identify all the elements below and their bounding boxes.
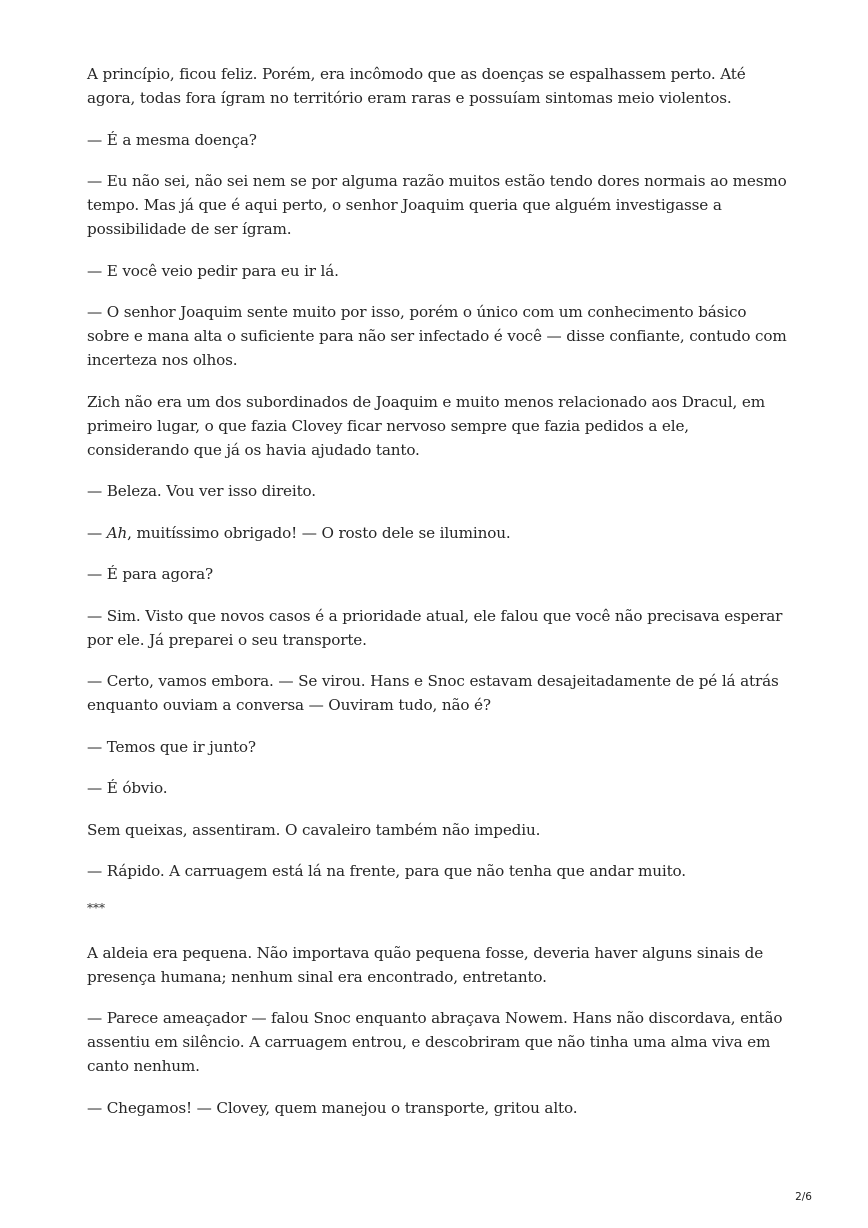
dialogue-dash: —: [87, 523, 107, 542]
paragraph: — Sim. Visto que novos casos é a prioridade atual, ele falou que você não precisava esperar por ele. Já preparei o seu transporte.: [87, 606, 783, 649]
dialogue-rest: , muitíssimo obrigado! — O rosto dele se iluminou.: [127, 523, 511, 542]
paragraph: — É a mesma doença?: [87, 130, 257, 149]
paragraph: Zich não era um dos subordinados de Joaquim e muito menos relacionado aos Dracul, em primeiro lugar, o que fazia Clovey ficar nervoso sempre que fazia pedidos a ele, considerando que já os havia ajudado tanto.: [87, 392, 765, 459]
paragraph: — Rápido. A carruagem está lá na frente, para que não tenha que andar muito.: [87, 862, 686, 880]
paragraph: — Certo, vamos embora. — Se virou. Hans e Snoc estavam desajeitadamente de pé lá atrás enquanto ouviam a conversa — Ouviram tudo, não é?: [87, 672, 779, 714]
paragraph-with-italic: [87, 521, 787, 545]
paragraph: — Temos que ir junto?: [87, 737, 256, 756]
italic-word: Ah: [106, 523, 128, 542]
document-body: [87, 62, 787, 1137]
paragraph: — Eu não sei, não sei nem se por alguma razão muitos estão tendo dores normais ao mesmo tempo. Mas já que é aqui perto, o senhor Joaquim queria que alguém investigasse a possibilidade de ser ígram.: [87, 172, 787, 238]
paragraph: — E você veio pedir para eu ir lá.: [87, 261, 339, 280]
scene-separator: ***: [87, 900, 105, 915]
paragraph: — É óbvio.: [87, 779, 168, 797]
paragraph: — Chegamos! — Clovey, quem manejou o transporte, gritou alto.: [87, 1098, 578, 1117]
paragraph: Sem queixas, assentiram. O cavaleiro também não impediu.: [87, 820, 541, 839]
paragraph: — Beleza. Vou ver isso direito.: [87, 482, 316, 500]
paragraph: A princípio, ficou feliz. Porém, era incômodo que as doenças se espalhassem perto. Até agora, todas fora ígram no território eram raras e possuíam sintomas meio violentos.: [87, 65, 746, 107]
paragraph: A aldeia era pequena. Não importava quão pequena fosse, deveria haver alguns sinais de presença humana; nenhum sinal era encontrado, entretanto.: [87, 943, 764, 986]
paragraph: — O senhor Joaquim sente muito por isso, porém o único com um conhecimento básico sobre e mana alta o suficiente para não ser infectado é você — disse confiante, contudo com incerteza nos olhos.: [87, 303, 787, 369]
paragraph: — Parece ameaçador — falou Snoc enquanto abraçava Nowem. Hans não discordava, então assentiu em silêncio. A carruagem entrou, e descobriram que não tinha uma alma viva em canto nenhum.: [87, 1009, 783, 1075]
paragraph: — É para agora?: [87, 565, 213, 583]
page-number: 2/6: [795, 1191, 812, 1203]
